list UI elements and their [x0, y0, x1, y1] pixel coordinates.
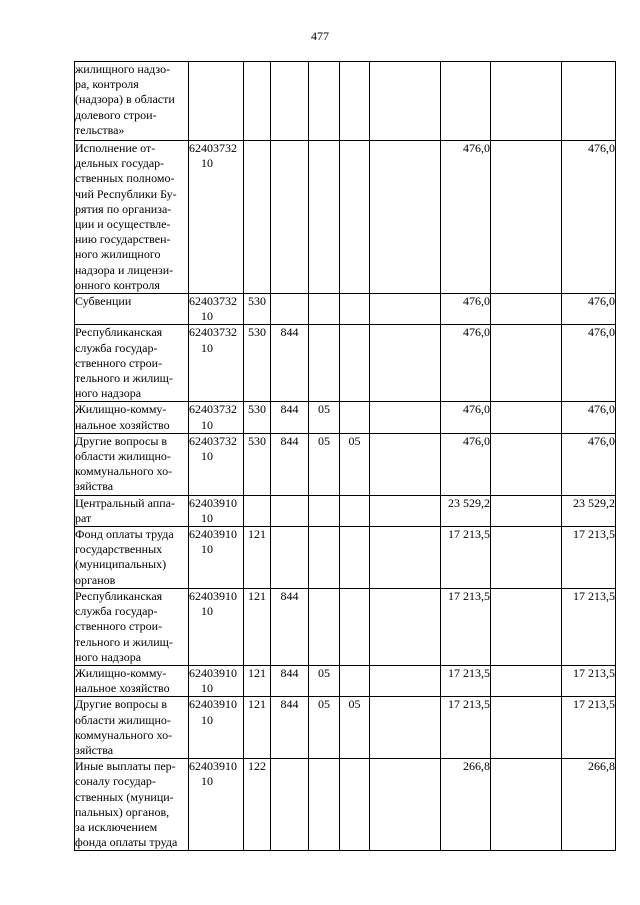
row-name-line: Фонд оплаты труда: [75, 527, 174, 542]
expense-type-cell: 530: [244, 325, 271, 402]
amount-cell-3: [491, 495, 562, 526]
target-article-suffix: 10: [201, 417, 213, 432]
amount-cell-2: [441, 62, 491, 141]
target-article-code: 62403732: [189, 402, 237, 417]
target-article-code: 62403910: [189, 495, 237, 510]
row-name-line: Иные выплаты пер-: [75, 759, 176, 774]
table-row: [75, 325, 616, 402]
row-name-line: онного контроля: [75, 277, 160, 292]
administrator-code-cell: 844: [271, 402, 309, 433]
expense-type-cell: 122: [244, 759, 271, 851]
amount-cell-4: 266,8: [562, 759, 616, 851]
target-article-cell: [189, 665, 244, 696]
row-name-line: Другие вопросы в: [75, 433, 168, 448]
amount-cell-3: [491, 759, 562, 851]
row-name-line: нальное хозяйство: [75, 681, 170, 696]
row-name-line: ного надзора: [75, 386, 142, 401]
subsection-cell: [340, 62, 370, 141]
table-row: [75, 141, 616, 294]
target-article-suffix: 10: [201, 449, 213, 464]
row-name-line: долевого строи-: [75, 107, 157, 122]
row-name-line: Центральный аппа-: [75, 495, 175, 510]
target-article-cell: [189, 62, 244, 141]
page-number: 477: [311, 29, 329, 43]
amount-cell-3: [491, 62, 562, 141]
amount-cell-1: [370, 697, 441, 759]
expense-type-cell: 530: [244, 433, 271, 495]
administrator-code-cell: [271, 294, 309, 325]
row-name-cell: [75, 402, 189, 433]
amount-cell-1: [370, 759, 441, 851]
administrator-code-cell: [271, 527, 309, 589]
target-article-code: 62403732: [189, 141, 237, 155]
row-name-line: ственных (муници-: [75, 789, 174, 804]
row-name-cell: [75, 588, 189, 665]
row-name-line: фонда оплаты труда: [75, 835, 178, 850]
administrator-code-cell: 844: [271, 697, 309, 759]
target-article-cell: [189, 294, 244, 325]
amount-cell-1: [370, 527, 441, 589]
row-name-line: коммунального хо-: [75, 464, 173, 479]
subsection-cell: 05: [340, 697, 370, 759]
target-article-code: 62403732: [189, 294, 237, 309]
amount-cell-3: [491, 588, 562, 665]
target-article-cell: [189, 402, 244, 433]
row-name-line: области жилищно-: [75, 449, 171, 464]
target-article-code: 62403910: [189, 759, 237, 774]
row-name-line: (надзора) в области: [75, 92, 175, 107]
subsection-cell: [340, 495, 370, 526]
table-row: [75, 527, 616, 589]
expense-type-cell: [244, 495, 271, 526]
row-name-line: зяйства: [75, 479, 114, 494]
administrator-code-cell: 844: [271, 588, 309, 665]
row-name-line: чий Республики Бу-: [75, 186, 177, 201]
amount-cell-1: [370, 665, 441, 696]
subsection-cell: [340, 527, 370, 589]
target-article-suffix: 10: [201, 309, 213, 324]
row-name-line: служба государ-: [75, 604, 158, 619]
table-row: [75, 433, 616, 495]
expense-type-cell: [244, 62, 271, 141]
amount-cell-2: 266,8: [441, 759, 491, 851]
target-article-suffix: 10: [201, 510, 213, 525]
expense-type-cell: [244, 141, 271, 294]
amount-cell-4: 476,0: [562, 325, 616, 402]
amount-cell-2: 17 213,5: [441, 697, 491, 759]
expense-type-cell: 530: [244, 402, 271, 433]
row-name-line: ственных полномо-: [75, 171, 175, 186]
row-name-line: дельных государ-: [75, 156, 165, 171]
administrator-code-cell: [271, 495, 309, 526]
row-name-line: рятия по организа-: [75, 201, 172, 216]
row-name-cell: [75, 325, 189, 402]
amount-cell-4: 476,0: [562, 294, 616, 325]
target-article-cell: [189, 433, 244, 495]
row-name-line: зяйства: [75, 742, 114, 757]
row-name-line: ного жилищного: [75, 247, 161, 262]
row-name-line: тельного и жилищ-: [75, 371, 173, 386]
row-name-line: Жилищно-комму-: [75, 665, 167, 680]
subsection-cell: [340, 402, 370, 433]
row-name-line: пальных) органов,: [75, 804, 170, 819]
amount-cell-4: 17 213,5: [562, 697, 616, 759]
administrator-code-cell: 844: [271, 665, 309, 696]
amount-cell-1: [370, 495, 441, 526]
row-name-line: Жилищно-комму-: [75, 402, 167, 417]
row-name-line: за исключением: [75, 819, 158, 834]
amount-cell-1: [370, 62, 441, 141]
amount-cell-2: 17 213,5: [441, 665, 491, 696]
section-cell: [309, 325, 340, 402]
target-article-cell: [189, 141, 244, 294]
section-cell: [309, 294, 340, 325]
amount-cell-2: 476,0: [441, 402, 491, 433]
expense-type-cell: 121: [244, 588, 271, 665]
section-cell: [309, 141, 340, 294]
row-name-cell: [75, 141, 189, 294]
target-article-cell: [189, 495, 244, 526]
table-row: [75, 294, 616, 325]
amount-cell-4: 23 529,2: [562, 495, 616, 526]
subsection-cell: [340, 665, 370, 696]
row-name-line: Субвенции: [75, 294, 132, 309]
target-article-code: 62403910: [189, 665, 237, 680]
row-name-line: области жилищно-: [75, 712, 171, 727]
subsection-cell: [340, 588, 370, 665]
row-name-cell: [75, 433, 189, 495]
amount-cell-4: 17 213,5: [562, 588, 616, 665]
row-name-line: коммунального хо-: [75, 727, 173, 742]
section-cell: [309, 495, 340, 526]
target-article-code: 62403732: [189, 433, 237, 448]
target-article-cell: [189, 759, 244, 851]
section-cell: [309, 62, 340, 141]
administrator-code-cell: [271, 62, 309, 141]
amount-cell-1: [370, 294, 441, 325]
table-row: [75, 588, 616, 665]
row-name-line: служба государ-: [75, 340, 158, 355]
row-name-cell: [75, 665, 189, 696]
table-body: [75, 62, 616, 851]
row-name-line: ственного строи-: [75, 619, 163, 634]
row-name-line: Другие вопросы в: [75, 697, 168, 712]
amount-cell-1: [370, 402, 441, 433]
amount-cell-2: 23 529,2: [441, 495, 491, 526]
table-row: [75, 665, 616, 696]
amount-cell-1: [370, 141, 441, 294]
table-row: [75, 62, 616, 141]
amount-cell-3: [491, 141, 562, 294]
row-name-cell: [75, 697, 189, 759]
row-name-line: надзора и лицензи-: [75, 262, 174, 277]
subsection-cell: [340, 294, 370, 325]
row-name-line: жилищного надзо-: [75, 62, 171, 76]
amount-cell-3: [491, 697, 562, 759]
section-cell: [309, 759, 340, 851]
amount-cell-3: [491, 402, 562, 433]
row-name-line: нальное хозяйство: [75, 417, 170, 432]
amount-cell-1: [370, 325, 441, 402]
row-name-line: органов: [75, 572, 116, 587]
row-name-line: ра, контроля: [75, 77, 139, 92]
amount-cell-3: [491, 294, 562, 325]
amount-cell-3: [491, 325, 562, 402]
section-cell: 05: [309, 697, 340, 759]
row-name-line: государственных: [75, 542, 163, 557]
target-article-cell: [189, 325, 244, 402]
amount-cell-2: 476,0: [441, 294, 491, 325]
target-article-cell: [189, 697, 244, 759]
amount-cell-1: [370, 433, 441, 495]
amount-cell-2: 17 213,5: [441, 527, 491, 589]
table-row: [75, 697, 616, 759]
subsection-cell: [340, 759, 370, 851]
row-name-line: тельного и жилищ-: [75, 634, 173, 649]
administrator-code-cell: 844: [271, 433, 309, 495]
expense-type-cell: 121: [244, 697, 271, 759]
amount-cell-4: 476,0: [562, 402, 616, 433]
row-name-line: Республиканская: [75, 325, 163, 340]
amount-cell-4: 17 213,5: [562, 527, 616, 589]
administrator-code-cell: [271, 141, 309, 294]
row-name-cell: [75, 294, 189, 325]
target-article-suffix: 10: [201, 340, 213, 355]
target-article-suffix: 10: [201, 681, 213, 696]
table-row: [75, 759, 616, 851]
section-cell: 05: [309, 665, 340, 696]
row-name-line: нию государствен-: [75, 232, 171, 247]
row-name-line: ции и осуществле-: [75, 217, 171, 232]
amount-cell-3: [491, 433, 562, 495]
amount-cell-2: 476,0: [441, 433, 491, 495]
subsection-cell: [340, 141, 370, 294]
subsection-cell: 05: [340, 433, 370, 495]
section-cell: [309, 588, 340, 665]
amount-cell-3: [491, 527, 562, 589]
target-article-suffix: 10: [201, 774, 213, 789]
expense-type-cell: 121: [244, 665, 271, 696]
row-name-cell: [75, 759, 189, 851]
target-article-code: 62403910: [189, 527, 237, 542]
row-name-line: Республиканская: [75, 588, 163, 603]
administrator-code-cell: 844: [271, 325, 309, 402]
row-name-cell: [75, 495, 189, 526]
table-row: [75, 495, 616, 526]
amount-cell-2: 476,0: [441, 325, 491, 402]
section-cell: [309, 527, 340, 589]
amount-cell-2: 17 213,5: [441, 588, 491, 665]
expense-type-cell: 530: [244, 294, 271, 325]
row-name-line: тельства»: [75, 122, 125, 137]
amount-cell-4: [562, 62, 616, 141]
section-cell: 05: [309, 402, 340, 433]
target-article-code: 62403910: [189, 697, 237, 712]
row-name-line: (муниципальных): [75, 557, 167, 572]
amount-cell-1: [370, 588, 441, 665]
target-article-suffix: 10: [201, 542, 213, 557]
row-name-line: Исполнение от-: [75, 141, 156, 155]
amount-cell-4: 17 213,5: [562, 665, 616, 696]
amount-cell-4: 476,0: [562, 433, 616, 495]
target-article-suffix: 10: [201, 604, 213, 619]
target-article-cell: [189, 588, 244, 665]
row-name-line: соналу государ-: [75, 774, 156, 789]
table-row: [75, 402, 616, 433]
amount-cell-2: 476,0: [441, 141, 491, 294]
target-article-code: 62403910: [189, 588, 237, 603]
row-name-cell: [75, 62, 189, 141]
row-name-line: рат: [75, 510, 92, 525]
target-article-code: 62403732: [189, 325, 237, 340]
section-cell: 05: [309, 433, 340, 495]
expense-type-cell: 121: [244, 527, 271, 589]
subsection-cell: [340, 325, 370, 402]
row-name-line: ного надзора: [75, 649, 142, 664]
administrator-code-cell: [271, 759, 309, 851]
amount-cell-4: 476,0: [562, 141, 616, 294]
amount-cell-3: [491, 665, 562, 696]
target-article-suffix: 10: [201, 156, 213, 171]
target-article-cell: [189, 527, 244, 589]
row-name-cell: [75, 527, 189, 589]
row-name-line: ственного строи-: [75, 355, 163, 370]
target-article-suffix: 10: [201, 712, 213, 727]
budget-table: [74, 61, 616, 851]
